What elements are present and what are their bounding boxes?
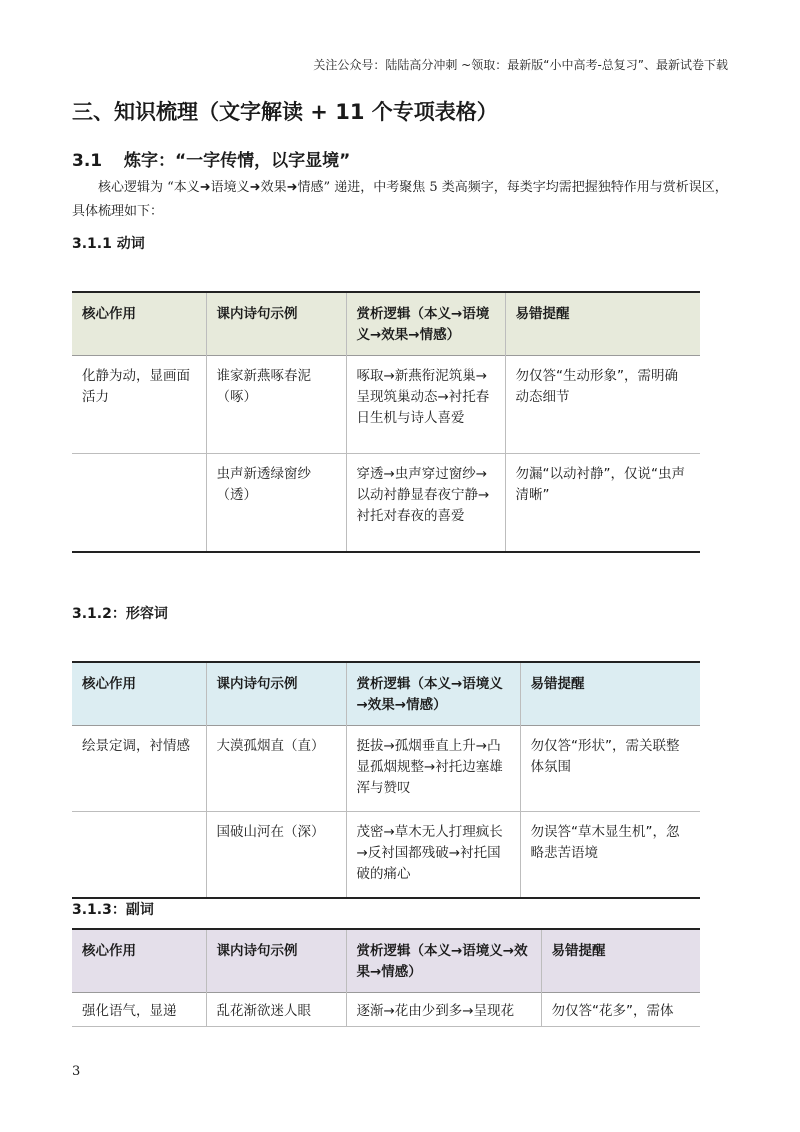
subsection-text: 炼字：“一字传情，以字显境”	[124, 151, 351, 171]
table-cell: 茂密→草木无人打理疯长→反衬国都残破→衬托国破的痛心	[346, 812, 520, 899]
table-cell: 啄取→新燕衔泥筑巢→呈现筑巢动态→衬托春日生机与诗人喜爱	[346, 356, 505, 454]
adverb-table	[72, 928, 700, 1027]
table-cell: 勿仅答“花多”，需体	[541, 993, 700, 1027]
column-header: 核心作用	[82, 943, 136, 959]
table-cell: 勿仅答“形状”，需关联整体氛围	[520, 726, 700, 812]
table-heading-adjectives: 3.1.2：形容词	[72, 606, 168, 622]
table-cell: 乱花渐欲迷人眼	[206, 993, 346, 1027]
table-cell: 逐渐→花由少到多→呈现花	[346, 993, 541, 1027]
table-cell: 国破山河在（深）	[206, 812, 346, 899]
verb-table	[72, 291, 700, 553]
intro-paragraph: 核心逻辑为 “本义➜语境义➜效果➜情感” 递进，中考聚焦 5 类高频字，每类字均需把握独特作用与赏析误区，具体梳理如下：	[72, 180, 728, 219]
table-cell: 强化语气，显递	[82, 1003, 177, 1019]
table-cell: 谁家新燕啄春泥（啄）	[206, 356, 346, 454]
table-row	[72, 726, 700, 812]
header-note: 关注公众号：陆陆高分冲刺 ~领取：最新版“小中高考-总复习”、最新试卷下载	[313, 58, 728, 72]
adjective-table	[72, 661, 700, 899]
table-row	[72, 812, 700, 899]
column-header: 易错提醒	[520, 662, 700, 726]
table-cell: 勿仅答“生动形象”，需明确动态细节	[505, 356, 700, 454]
section-title: 三、知识梳理（文字解读 + 11 个专项表格）	[72, 100, 498, 124]
table-heading-adverbs: 3.1.3：副词	[72, 902, 154, 918]
table-row	[72, 454, 700, 552]
table-cell: 勿误答“草木显生机”，忽略悲苦语境	[520, 812, 700, 899]
subsection-title	[72, 146, 350, 171]
column-header: 核心作用	[82, 306, 136, 322]
table-cell: 化静为动，显画面活力	[82, 368, 190, 405]
page-number: 3	[72, 1064, 81, 1079]
table-cell: 勿漏“以动衬静”，仅说“虫声清晰”	[505, 454, 700, 552]
column-header: 赏析逻辑（本义→语境义→效果→情感）	[346, 929, 541, 993]
table-cell: 虫声新透绿窗纱（透）	[206, 454, 346, 552]
column-header: 赏析逻辑（本义→语境义→效果→情感）	[346, 662, 520, 726]
table-cell: 大漠孤烟直（直）	[206, 726, 346, 812]
table-cell: 绘景定调，衬情感	[82, 738, 190, 754]
subsection-number: 3.1	[72, 151, 103, 171]
table-cell	[72, 454, 206, 552]
table-cell: 穿透→虫声穿过窗纱→以动衬静显春夜宁静→衬托对春夜的喜爱	[346, 454, 505, 552]
column-header: 易错提醒	[505, 292, 700, 356]
table-cell	[72, 812, 206, 899]
table-header-row	[72, 662, 700, 726]
column-header: 课内诗句示例	[206, 662, 346, 726]
column-header: 核心作用	[82, 676, 136, 692]
table-heading-verbs: 3.1.1 动词	[72, 236, 145, 252]
table-header-row	[72, 929, 700, 993]
table-header-row	[72, 292, 700, 356]
table-row	[72, 993, 700, 1027]
column-header: 课内诗句示例	[206, 292, 346, 356]
table-row	[72, 356, 700, 454]
table-cell: 挺拔→孤烟垂直上升→凸显孤烟规整→衬托边塞雄浑与赞叹	[346, 726, 520, 812]
column-header: 易错提醒	[541, 929, 700, 993]
column-header: 赏析逻辑（本义→语境义→效果→情感）	[346, 292, 505, 356]
column-header: 课内诗句示例	[206, 929, 346, 993]
